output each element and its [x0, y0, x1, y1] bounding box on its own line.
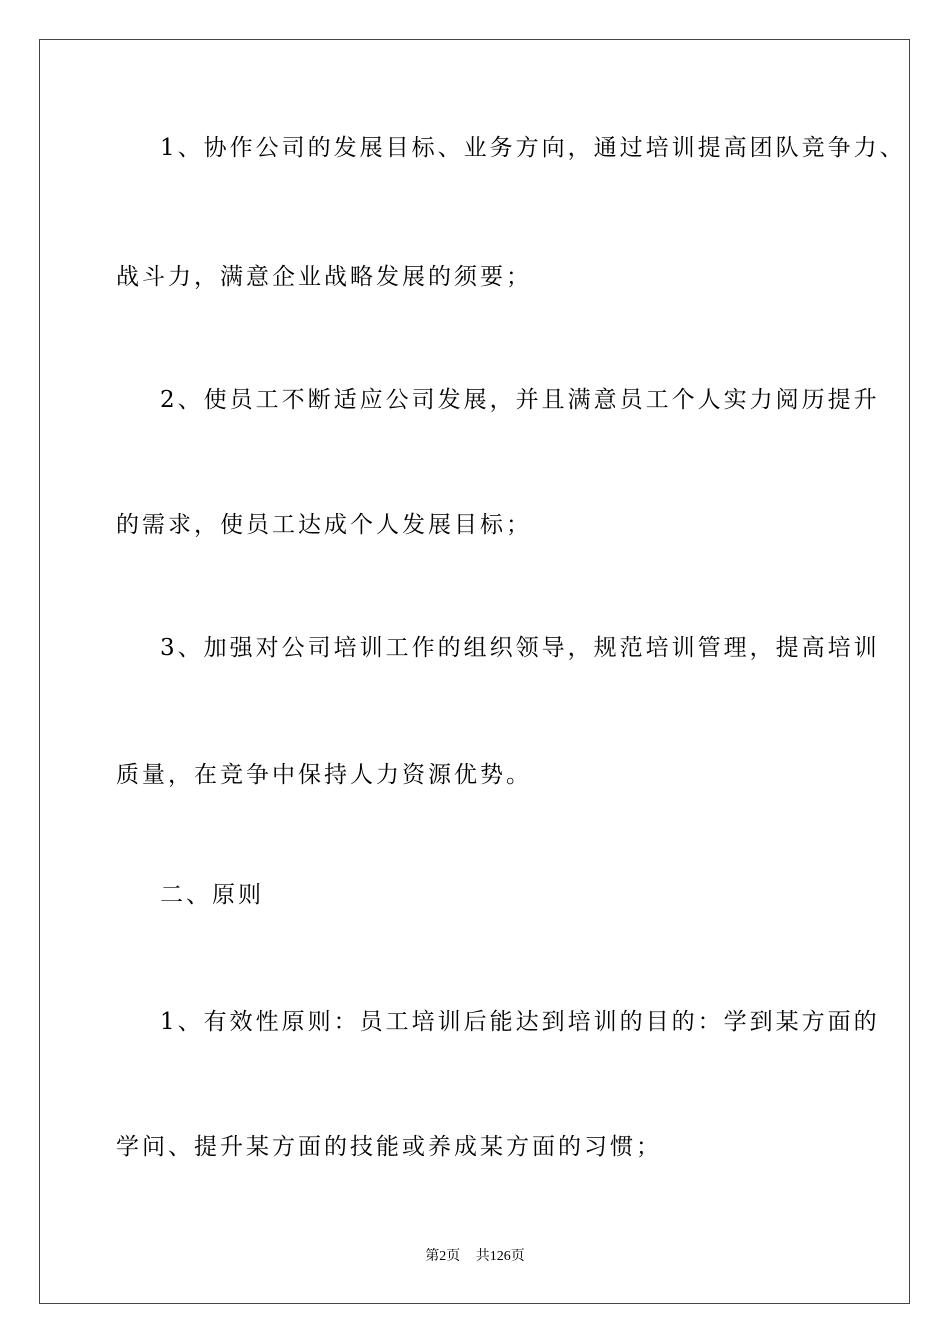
section-heading: 二、原则: [160, 882, 264, 908]
paragraph-line: 1、有效性原则：员工培训后能达到培训的目的：学到某方面的: [160, 1009, 880, 1035]
page-frame: [39, 39, 910, 1304]
page-number: 第2页: [425, 1249, 461, 1264]
paragraph-line: 的需求，使员工达成个人发展目标；: [116, 512, 532, 538]
paragraph-line: 学问、提升某方面的技能或养成某方面的习惯；: [116, 1134, 662, 1160]
paragraph-line: 质量，在竞争中保持人力资源优势。: [116, 762, 532, 788]
paragraph-line: 3、加强对公司培训工作的组织领导，规范培训管理，提高培训: [160, 635, 880, 661]
page-total: 共126页: [475, 1249, 525, 1264]
paragraph-line: 战斗力，满意企业战略发展的须要；: [116, 264, 532, 290]
page-footer: [0, 1247, 950, 1267]
paragraph-line: 1、协作公司的发展目标、业务方向，通过培训提高团队竞争力、: [160, 135, 906, 161]
paragraph-line: 2、使员工不断适应公司发展，并且满意员工个人实力阅历提升: [160, 387, 880, 413]
